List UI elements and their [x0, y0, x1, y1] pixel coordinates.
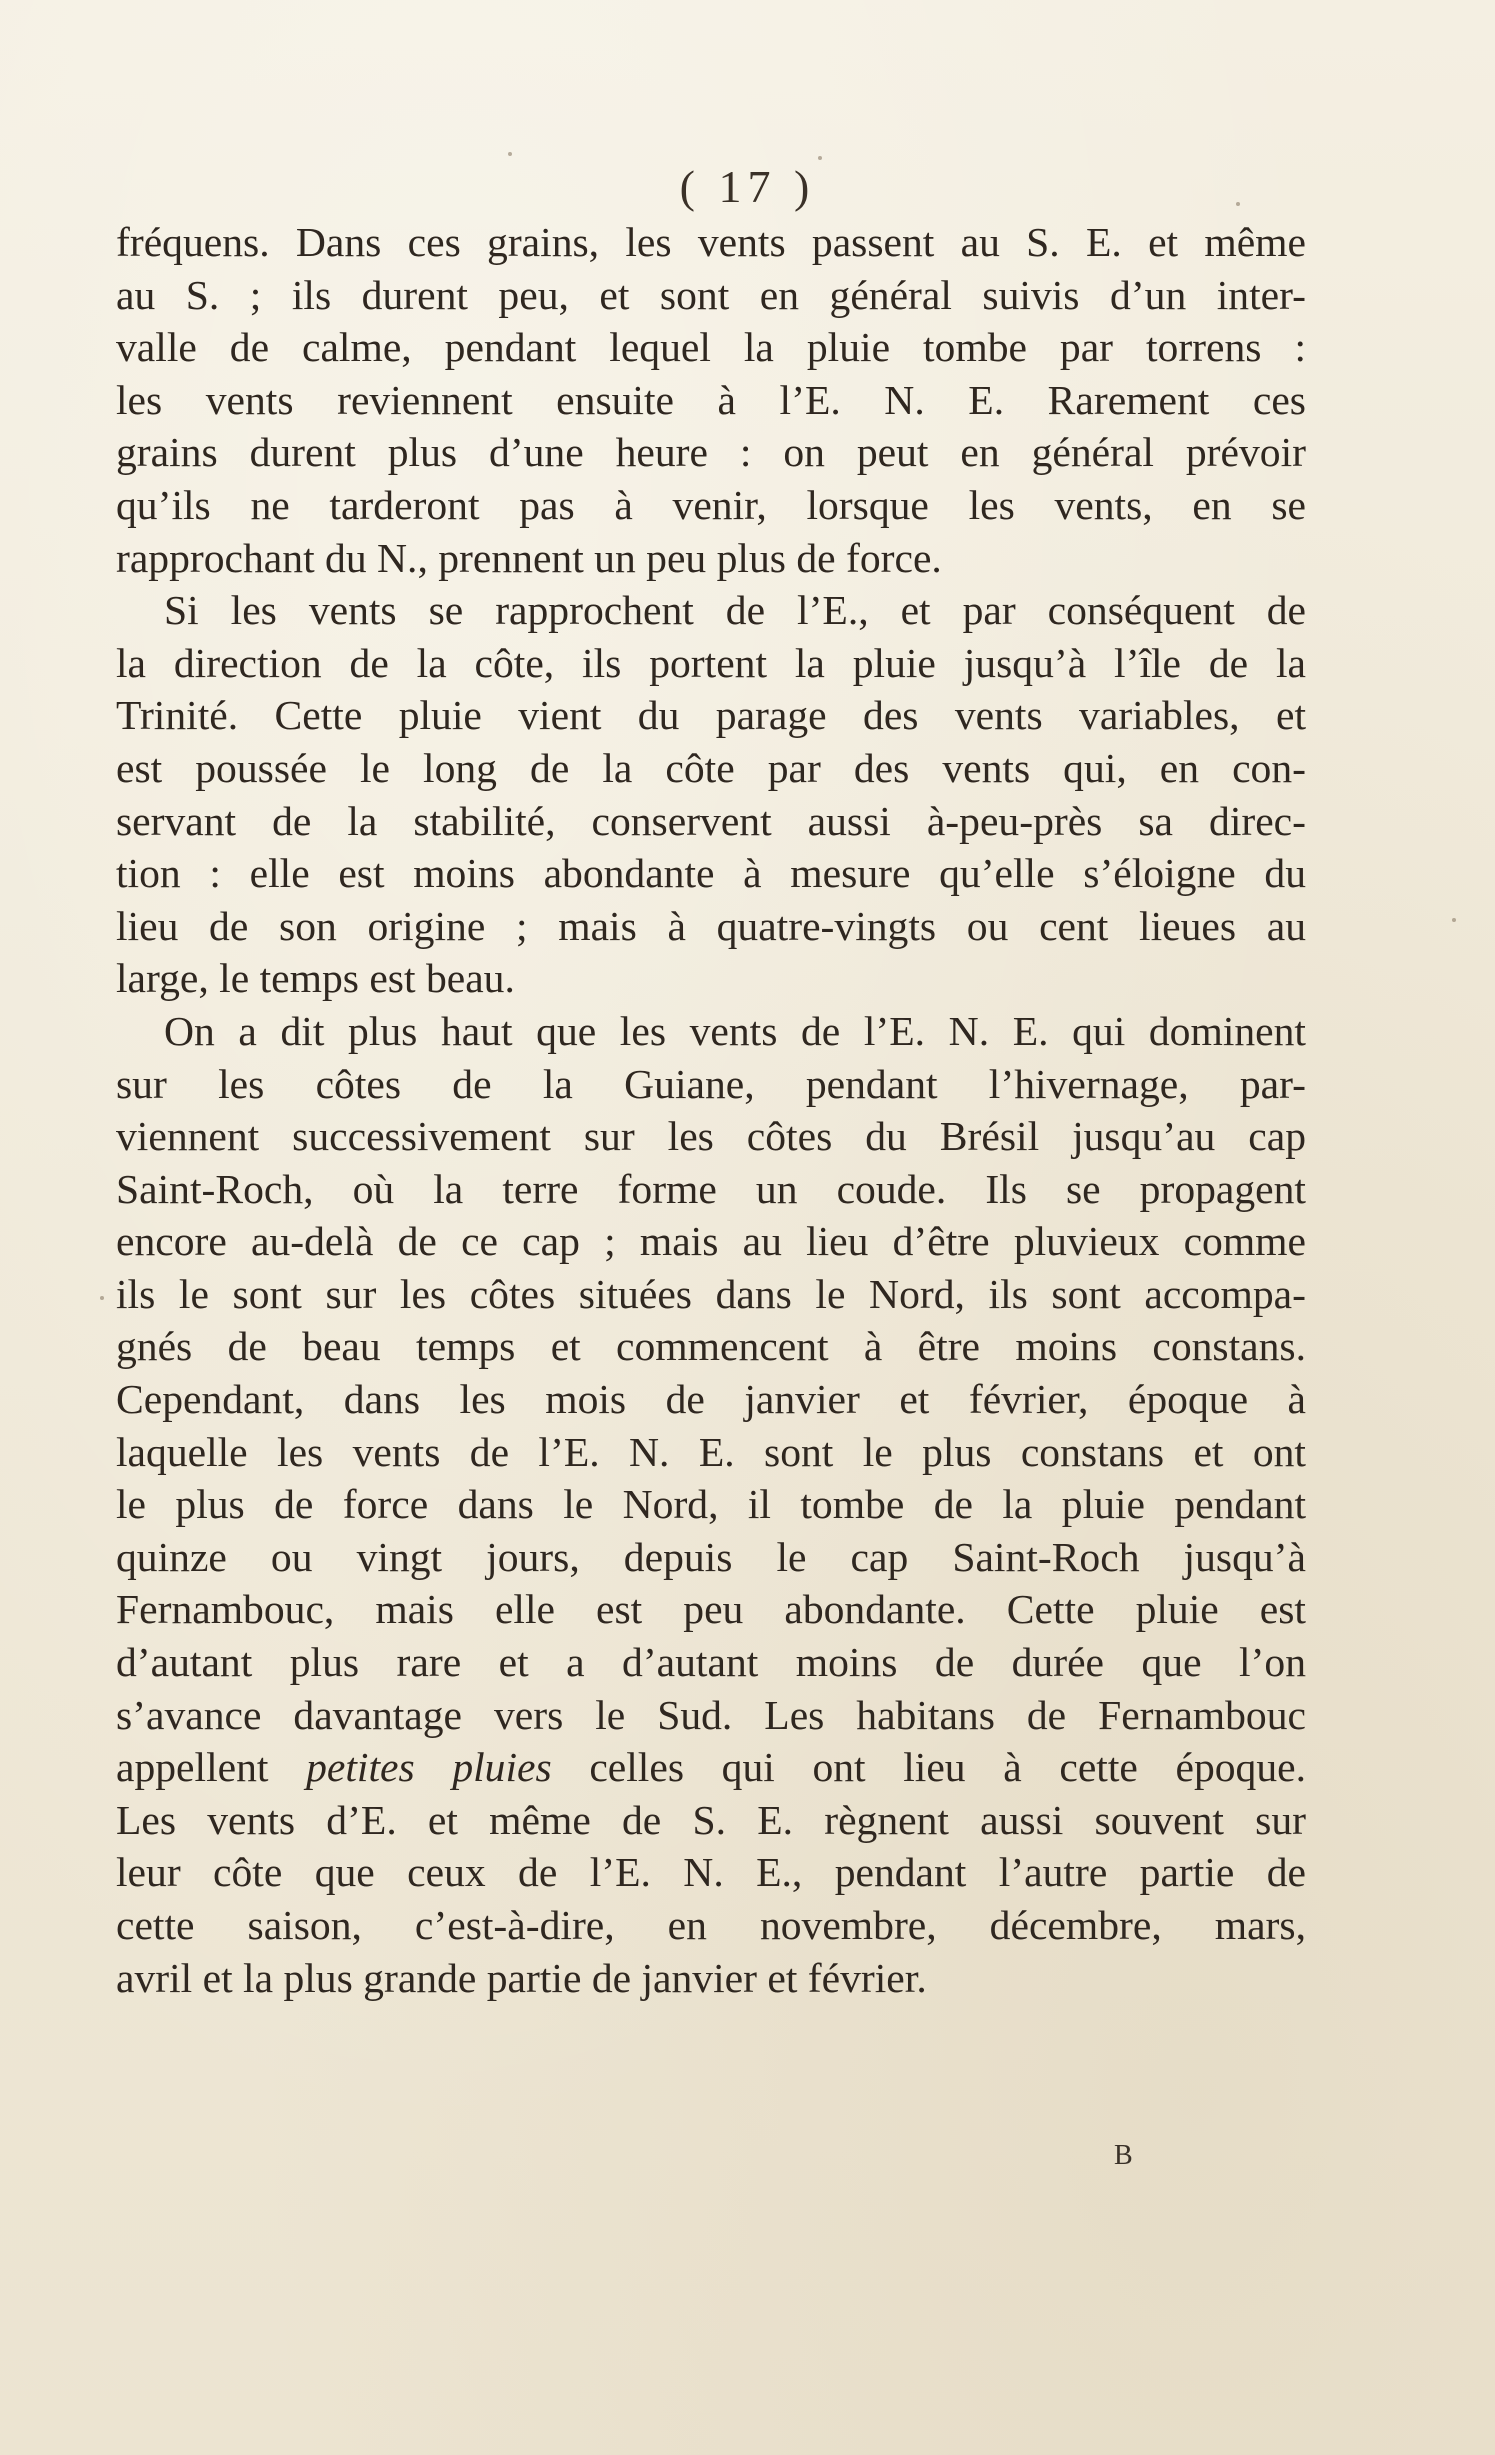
text-line: valle de calme, pendant lequel la pluie tombe par torrens : [116, 324, 1306, 371]
body-text [116, 216, 1306, 2004]
paragraph-start-line: On a dit plus haut que les vents de l’E. N. E. qui dominent [164, 1007, 1306, 1054]
text-line: tion : elle est moins abondante à mesure qu’elle s’éloigne du [116, 850, 1306, 897]
text-line: le plus de force dans le Nord, il tombe de la pluie pendant [116, 1481, 1306, 1528]
text-line: Fernambouc, mais elle est peu abondante. Cette pluie est [116, 1586, 1306, 1633]
signature-mark: B [1114, 2140, 1133, 2171]
text-line: d’autant plus rare et a d’autant moins de durée que l’on [116, 1639, 1306, 1686]
text-line: est poussée le long de la côte par des vents qui, en con- [116, 744, 1306, 791]
text-line: la direction de la côte, ils portent la pluie jusqu’à l’île de la [116, 639, 1306, 686]
text-line: leur côte que ceux de l’E. N. E., pendant l’autre partie de [116, 1849, 1306, 1896]
paper-speck [508, 152, 512, 156]
text-line: large, le temps est beau. [116, 955, 515, 1002]
text-line: rapprochant du N., prennent un peu plus de force. [116, 534, 942, 581]
text-line: laquelle les vents de l’E. N. E. sont le plus constans et ont [116, 1428, 1306, 1475]
page-number: ( 17 ) [679, 161, 816, 212]
text-line: avril et la plus grande partie de janvier et février. [116, 1954, 927, 2001]
italic-term: petites pluies [306, 1744, 552, 1791]
text-line: viennent successivement sur les côtes du Brésil jusqu’au cap [116, 1113, 1306, 1160]
text-line: les vents reviennent ensuite à l’E. N. E. Rarement ces [116, 376, 1306, 423]
text-line: Cependant, dans les mois de janvier et février, époque à [116, 1376, 1306, 1423]
text-line: cette saison, c’est-à-dire, en novembre, décembre, mars, [116, 1902, 1306, 1948]
text-line: qu’ils ne tarderont pas à venir, lorsque les vents, en se [116, 481, 1306, 528]
paper-speck [1452, 918, 1456, 922]
text-line: Trinité. Cette pluie vient du parage des vents variables, et [116, 692, 1306, 739]
text-line: sur les côtes de la Guiane, pendant l’hivernage, par- [116, 1060, 1306, 1107]
paper-speck [1236, 202, 1240, 206]
text-line: s’avance davantage vers le Sud. Les habitans de Fernambouc [116, 1691, 1306, 1738]
text-line: Saint-Roch, où la terre forme un coude. Ils se propagent [116, 1165, 1306, 1212]
text-line: quinze ou vingt jours, depuis le cap Saint-Roch jusqu’à [116, 1533, 1306, 1580]
text-line: ils le sont sur les côtes situées dans le Nord, ils sont accompa- [116, 1270, 1306, 1317]
paragraph-start-line: Si les vents se rapprochent de l’E., et par conséquent de [164, 587, 1306, 634]
text-line: fréquens. Dans ces grains, les vents passent au S. E. et même [116, 219, 1306, 265]
text-line: Les vents d’E. et même de S. E. règnent aussi souvent sur [116, 1796, 1306, 1843]
text-line: au S. ; ils durent peu, et sont en général suivis d’un inter- [116, 271, 1306, 318]
text-line: encore au-delà de ce cap ; mais au lieu d’être pluvieux comme [116, 1218, 1306, 1265]
text-line: grains durent plus d’une heure : on peut en général prévoir [116, 429, 1306, 476]
text-line: lieu de son origine ; mais à quatre-vingts ou cent lieues au [116, 902, 1306, 949]
paper-speck [100, 1296, 104, 1300]
text-line: gnés de beau temps et commencent à être moins constans. [116, 1323, 1306, 1370]
text-line: servant de la stabilité, conservent aussi à-peu-près sa direc- [116, 797, 1306, 844]
text-line-with-italic: appellent petites pluies celles qui ont lieu à cette époque. [116, 1744, 1307, 1791]
paper-speck [818, 156, 822, 160]
